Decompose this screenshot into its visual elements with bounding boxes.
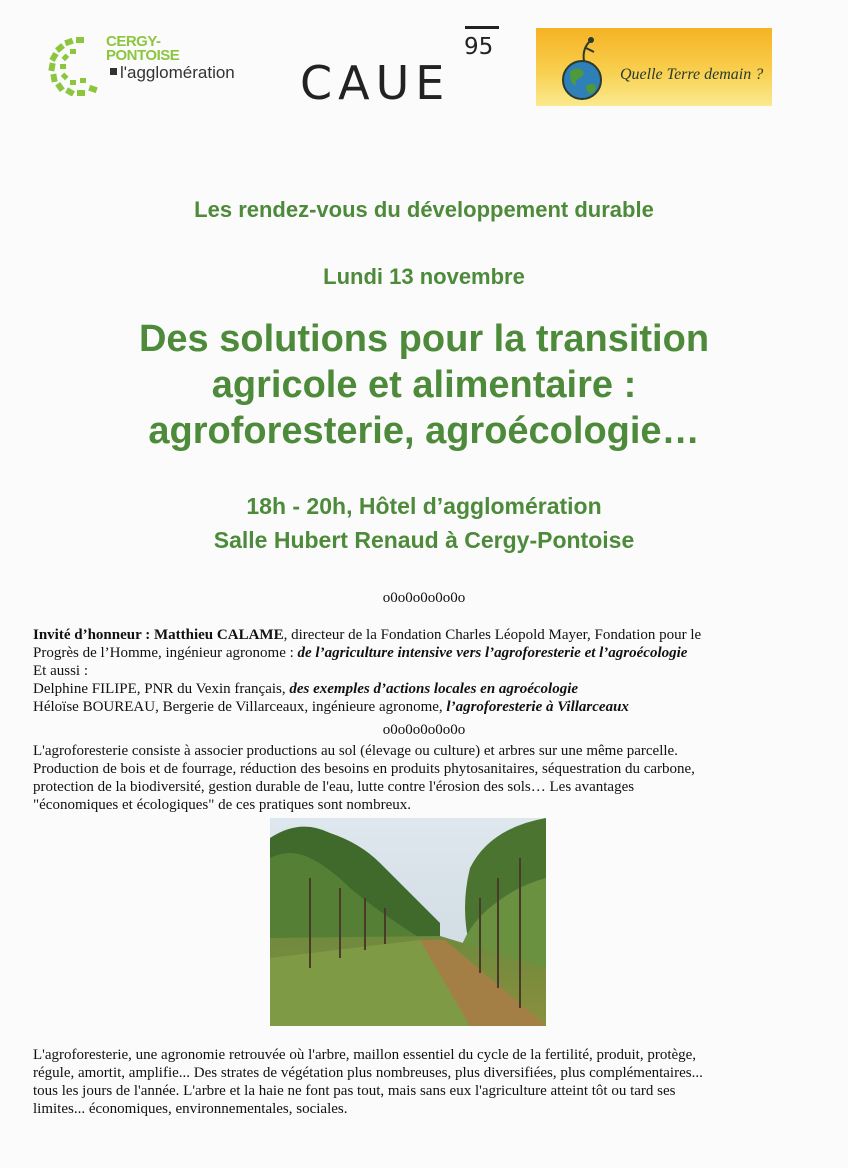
event-title (0, 316, 848, 454)
caue-logo (300, 22, 510, 112)
paragraph-line: "économiques et écologiques" de ces pratiques sont nombreux. (33, 797, 411, 813)
title-line: agroforesterie, agroécologie… (148, 410, 700, 452)
guest-desc: , directeur de la Fondation Charles Léopold Mayer, Fondation pour le (283, 627, 702, 643)
quelle-terre-demain-text: Quelle Terre demain ? (620, 66, 764, 83)
paragraph-line: tous les jours de l'année. L'arbre et la haie ne font pas tout, mais sans eux l'agriculture atteint tôt ou tard ses (33, 1083, 676, 1099)
guest-topic: de l’agriculture intensive vers l’agroforesterie et l’agroécologie (297, 645, 688, 661)
speaker-2 (33, 698, 821, 716)
speaker-1 (33, 680, 821, 698)
guest-label: Invité d’honneur : Matthieu CALAME (33, 627, 284, 643)
speaker-2-name: Héloïse BOUREAU, Bergerie de Villarceaux, ingénieure agronome, (33, 699, 447, 715)
paragraph-line: L'agroforesterie consiste à associer productions au sol (élevage ou culture) et arbres sur une même parcelle. (33, 743, 678, 759)
speaker-2-topic: l’agroforesterie à Villarceaux (446, 699, 629, 715)
pontoise-text: PONTOISE (106, 47, 180, 64)
globe-icon (556, 36, 616, 100)
paragraph-1 (33, 742, 821, 814)
cergy-pontoise-logo (44, 32, 254, 96)
title-line: Des solutions pour la transition (138, 318, 710, 360)
event-series: Les rendez-vous du développement durable (194, 197, 654, 222)
place-line: Salle Hubert Renaud à Cergy-Pontoise (213, 527, 635, 553)
speakers-block (33, 626, 821, 716)
paragraph-line: régule, amortit, amplifie... Des strates de végétation plus nombreuses, plus diversifiées, plus complémentaires... (33, 1065, 703, 1081)
agroforestry-photo (270, 818, 546, 1026)
caue-number: 95 (464, 34, 494, 60)
event-date: Lundi 13 novembre (323, 264, 525, 289)
guest-desc-2: Progrès de l’Homme, ingénieur agronome : (33, 645, 298, 661)
event-place (0, 489, 848, 557)
paragraph-2 (33, 1046, 821, 1118)
paragraph-line: limites... économiques, environnementales, sociales. (33, 1101, 348, 1117)
speaker-1-name: Delphine FILIPE, PNR du Vexin français, (33, 681, 290, 697)
paragraph-line: Production de bois et de fourrage, réduction des besoins en produits phytosanitaires, séquestration du carbone, (33, 761, 695, 777)
quelle-terre-demain-banner (536, 28, 772, 106)
agglomeration-text: l'agglomération (120, 63, 235, 82)
place-line: 18h - 20h, Hôtel d’agglomération (246, 493, 602, 519)
separator-2: o0o0o0o0o0o (382, 722, 466, 738)
logo-square (110, 68, 117, 75)
paragraph-line: L'agroforesterie, une agronomie retrouvée où l'arbre, maillon essentiel du cycle de la fertilité, produit, protège, (33, 1047, 697, 1063)
separator: o0o0o0o0o0o (382, 590, 466, 606)
speaker-1-topic: des exemples d’actions locales en agroécologie (289, 681, 579, 697)
guest-line-2 (33, 644, 821, 662)
paragraph-line: protection de la biodiversité, gestion durable de l'eau, lutte contre l'érosion des sols… Les avantages (33, 779, 635, 795)
caue-word: CAUE (300, 56, 451, 110)
caue-bar (465, 26, 499, 29)
title-line: agricole et alimentaire : (211, 364, 637, 406)
cergy-text: CERGY- (106, 33, 161, 50)
guest-line-1 (33, 626, 821, 644)
also-label: Et aussi : (33, 663, 88, 679)
